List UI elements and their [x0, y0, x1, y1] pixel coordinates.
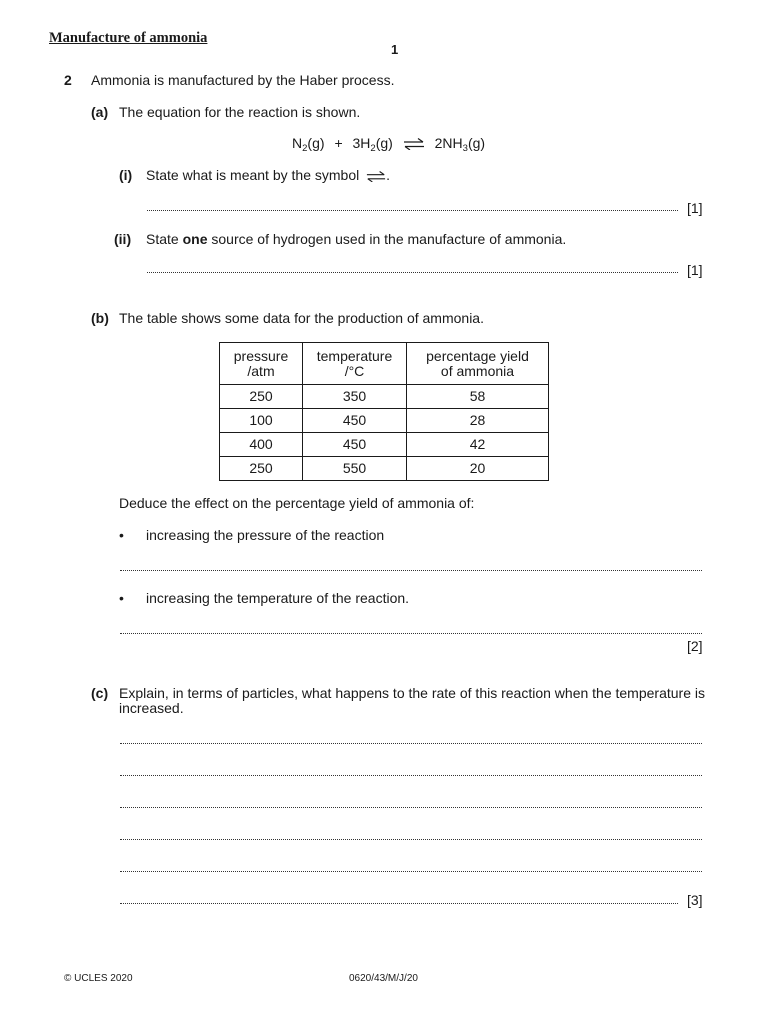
- table-row: [220, 385, 549, 409]
- mark-a-i: [1]: [687, 200, 703, 216]
- sub-i-label: (i): [119, 167, 133, 183]
- answer-line-b-pressure[interactable]: [120, 570, 702, 571]
- plus-sign: +: [334, 135, 343, 151]
- answer-line-c-5[interactable]: [120, 871, 702, 872]
- nh3-formula: $2NH_3(g)$: [434, 135, 486, 154]
- answer-line-c-6[interactable]: [120, 903, 678, 904]
- question-intro: Ammonia is manufactured by the Haber process.: [91, 72, 395, 88]
- part-a-text: The equation for the reaction is shown.: [119, 104, 361, 120]
- answer-line-a-i[interactable]: [147, 210, 678, 211]
- table-cell: 42: [407, 433, 549, 457]
- table-cell: 550: [303, 457, 407, 481]
- reaction-equation: [292, 135, 486, 154]
- table-cell: 58: [407, 385, 549, 409]
- mark-c: [3]: [687, 892, 703, 908]
- bullet-icon: •: [119, 590, 124, 606]
- sub-i-end: .: [386, 167, 390, 183]
- question-number: 2: [64, 72, 72, 88]
- sub-i-text: State what is meant by the symbol: [146, 167, 360, 183]
- table-cell: 28: [407, 409, 549, 433]
- table-row: [220, 433, 549, 457]
- header-yield: percentage yield of ammonia: [407, 343, 549, 385]
- bullet-pressure: increasing the pressure of the reaction: [146, 527, 385, 543]
- part-c-label: (c): [91, 685, 109, 701]
- table-cell: 400: [220, 433, 303, 457]
- mark-b: [2]: [687, 638, 703, 654]
- answer-line-c-2[interactable]: [120, 775, 702, 776]
- paper-code: 0620/43/M/J/20: [349, 973, 418, 984]
- part-c-text: Explain, in terms of particles, what happens to the rate of this reaction when the temperature is increased.: [119, 685, 705, 716]
- emphasis-one: one: [182, 231, 208, 247]
- copyright: © UCLES 2020: [64, 973, 133, 984]
- table-header-row: [220, 343, 549, 385]
- deduce-text: Deduce the effect on the percentage yield of ammonia of:: [119, 495, 475, 511]
- part-b-label: (b): [91, 310, 109, 326]
- table-cell: 20: [407, 457, 549, 481]
- bullet-temperature: increasing the temperature of the reaction.: [146, 590, 410, 606]
- ammonia-data-table: [219, 342, 549, 481]
- page-title: Manufacture of ammonia: [49, 30, 208, 46]
- page-number: 1: [391, 42, 399, 57]
- table-row: [220, 409, 549, 433]
- n2-formula: $N_2(g)$: [292, 135, 325, 154]
- equilibrium-arrows-icon: [403, 138, 425, 150]
- answer-line-a-ii[interactable]: [147, 272, 678, 273]
- answer-line-c-3[interactable]: [120, 807, 702, 808]
- table-cell: 250: [220, 457, 303, 481]
- h2-formula: $3H_2(g)$: [352, 135, 393, 154]
- table-row: [220, 457, 549, 481]
- equilibrium-symbol-icon: [366, 171, 386, 182]
- part-b-text: The table shows some data for the production of ammonia.: [119, 310, 484, 326]
- table-cell: 450: [303, 409, 407, 433]
- part-a-label: (a): [91, 104, 109, 120]
- header-temperature: temperature /°C: [303, 343, 407, 385]
- sub-ii-label: (ii): [114, 231, 132, 247]
- table-cell: 100: [220, 409, 303, 433]
- answer-line-b-temperature[interactable]: [120, 633, 702, 634]
- mark-a-ii: [1]: [687, 262, 703, 278]
- sub-i-question: [146, 168, 390, 182]
- sub-ii-question: State one source of hydrogen used in the manufacture of ammonia.: [146, 231, 567, 247]
- bullet-icon: •: [119, 527, 124, 543]
- table-cell: 350: [303, 385, 407, 409]
- answer-line-c-4[interactable]: [120, 839, 702, 840]
- table-cell: 250: [220, 385, 303, 409]
- table-cell: 450: [303, 433, 407, 457]
- answer-line-c-1[interactable]: [120, 743, 702, 744]
- header-pressure: pressure /atm: [220, 343, 303, 385]
